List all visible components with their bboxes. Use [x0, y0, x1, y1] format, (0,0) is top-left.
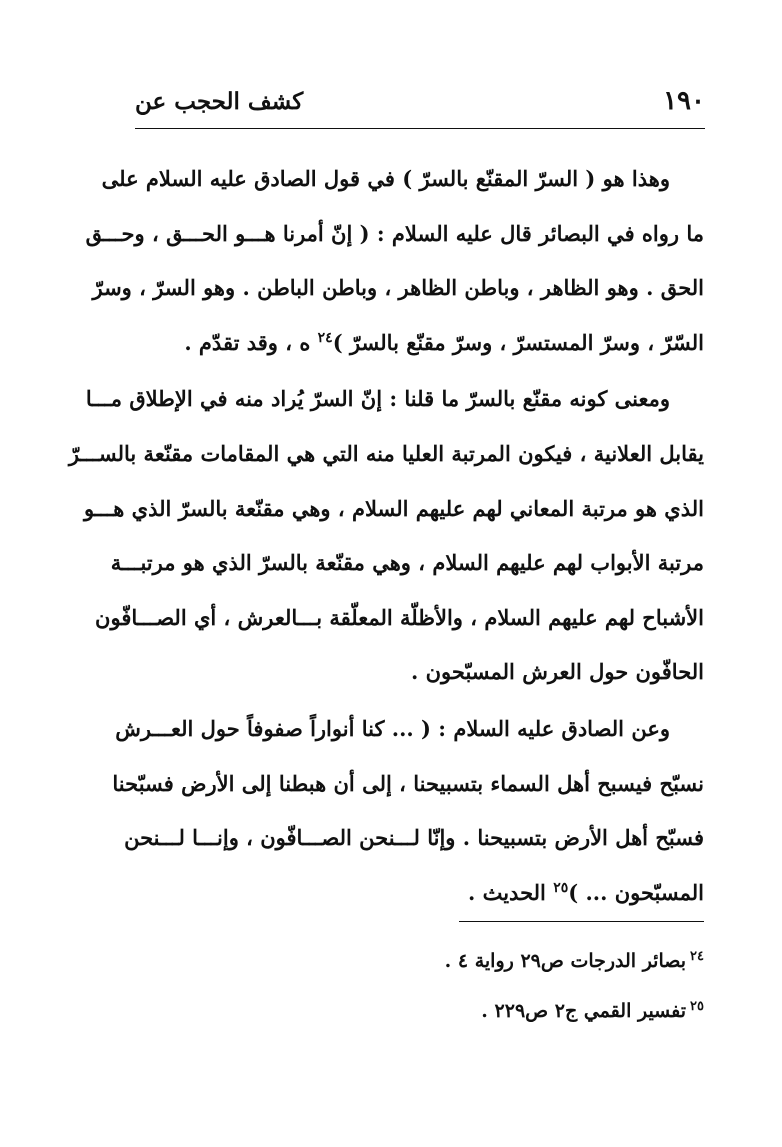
paragraph-1: [85, 152, 704, 370]
text-segment: الحديث .: [467, 879, 546, 905]
footnote: [300, 936, 704, 986]
text-segment: السّرّ ، وسرّ المستسرّ ، وسرّ مقنّع بالسرّ ): [332, 329, 704, 355]
text-segment: المسبّحون ... ): [568, 879, 704, 905]
text-line: [138, 316, 704, 371]
paragraph-2: [68, 372, 704, 700]
main-text: [68, 152, 704, 922]
text-line: الذي هو مرتبة المعاني لهم عليهم السلام ، وهي مقنّعة بالسرّ الذي هـــو: [83, 495, 704, 521]
header-divider: [135, 128, 705, 129]
text-line: نسبّح فيسبح أهل السماء بتسبيحنا ، إلى أن هبطنا إلى الأرض فسبّحنا: [112, 770, 704, 796]
text-line: [138, 866, 704, 921]
text-line: وهذا هو ( السرّ المقنّع بالسرّ ) في قول الصادق عليه السلام على: [101, 166, 670, 191]
footnotes: [300, 936, 704, 1036]
footnote-divider: [459, 921, 704, 922]
text-line: فسبّح أهل الأرض بتسبيحنا . وإنّا لـــنحن الصـــافّون ، وإنـــا لـــنحن: [124, 825, 704, 851]
footnote-text: تفسير القمي ج٢ ص٢٢٩ .: [481, 1000, 687, 1022]
text-line: يقابل العلانية ، فيكون المرتبة العليا منه التي هي المقامات مقنّعة بالســـرّ: [68, 440, 704, 466]
text-line: ما رواه في البصائر قال عليه السلام : ( إنّ أمرنا هـــو الحـــق ، وحـــق: [85, 220, 704, 246]
paragraph-3: [112, 702, 704, 920]
text-line: الأشباح لهم عليهم السلام ، والأظلّة المعلّقة بـــالعرش ، أي الصـــافّون: [95, 604, 704, 630]
running-title: كشف الحجب عن: [135, 88, 304, 115]
footnote-marker: ٢٥: [553, 879, 569, 896]
footnote-number: ٢٥: [690, 998, 704, 1014]
text-line: مرتبة الأبواب لهم عليهم السلام ، وهي مقنّعة بالسرّ الذي هو مرتبـــة: [110, 550, 704, 576]
footnote-number: ٢٤: [690, 948, 704, 964]
page-number: ١٩٠: [663, 86, 705, 116]
text-line: الحافّون حول العرش المسبّحون .: [411, 659, 704, 685]
text-line: ومعنى كونه مقنّع بالسرّ ما قلنا : إنّ السرّ يُراد منه في الإطلاق مـــا: [85, 386, 670, 412]
footnote-marker: ٢٤: [317, 329, 333, 346]
footnote: [300, 986, 704, 1036]
footnote-text: بصائر الدرجات ص٢٩ رواية ٤ .: [444, 950, 687, 972]
text-line: وعن الصادق عليه السلام : ( ... كنا أنواراً صفوفاً حول العـــرش: [115, 715, 670, 741]
text-line: الحق . وهو الظاهر ، وباطن الظاهر ، وباطن الباطن . وهو السرّ ، وسرّ: [92, 275, 704, 301]
running-header: [135, 86, 705, 126]
text-segment: ه ، وقد تقدّم .: [184, 329, 311, 355]
